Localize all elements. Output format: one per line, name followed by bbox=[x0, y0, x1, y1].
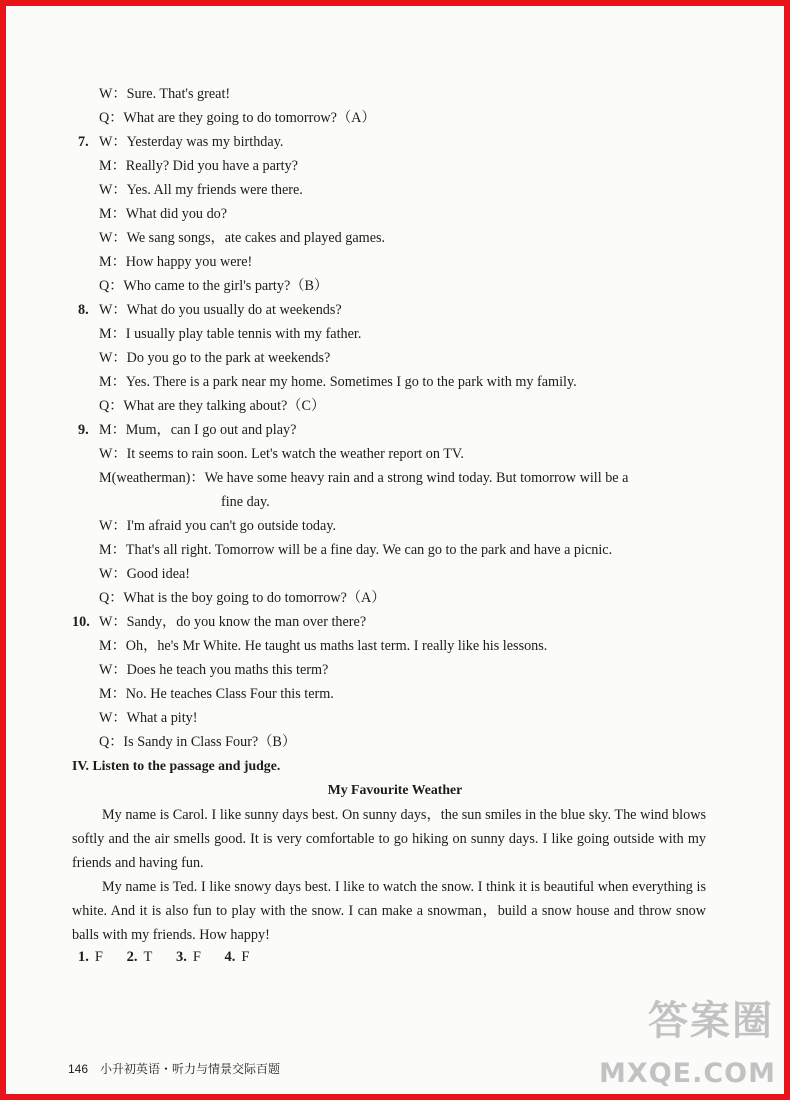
book-title: 小升初英语・听力与情景交际百题 bbox=[100, 1062, 281, 1076]
dialogue-8-line-1: W：What do you usually do at weekends? bbox=[99, 302, 342, 318]
watermark-logo bbox=[599, 998, 780, 1090]
dialogue-7-line-5: W：We sang songs，ate cakes and played games. bbox=[99, 230, 386, 246]
dialogue-10-line-4: M：No. He teaches Class Four this term. bbox=[99, 686, 334, 702]
dialogue-9-line-2: W：It seems to rain soon. Let's watch the weather report on TV. bbox=[99, 446, 464, 462]
answer-1-number: 1. bbox=[78, 949, 89, 965]
dialogue-7-question: Q：Who came to the girl's party?（B） bbox=[99, 278, 329, 294]
answer-list bbox=[78, 947, 269, 967]
dialogue-7-line-1: W：Yesterday was my birthday. bbox=[99, 134, 284, 150]
dialogue-8-line-3: W：Do you go to the park at weekends? bbox=[99, 350, 331, 366]
dialogue-9-line-3-cont: fine day. bbox=[221, 494, 270, 510]
dialogue-9-question: Q：What is the boy going to do tomorrow?（A） bbox=[99, 590, 386, 606]
answer-2-number: 2. bbox=[126, 949, 138, 965]
watermark-top-text: 答案圈 bbox=[648, 998, 774, 1044]
passage-title: My Favourite Weather bbox=[327, 782, 463, 797]
dialogue-8-line-2: M：I usually play table tennis with my father. bbox=[99, 326, 362, 342]
dialogue-8-number: 8. bbox=[78, 302, 89, 318]
dialogue-9-line-1: M：Mum，can I go out and play? bbox=[99, 422, 297, 438]
page-number: 146 bbox=[68, 1062, 89, 1076]
dialogue-9-line-3: M(weatherman)：We have some heavy rain and a strong wind today. But tomorrow will be a bbox=[99, 470, 629, 486]
dialogue-9-line-4: W：I'm afraid you can't go outside today. bbox=[99, 518, 337, 534]
dialogue-7-line-2: M：Really? Did you have a party? bbox=[99, 158, 298, 174]
dialogue-10-number: 10. bbox=[72, 614, 90, 630]
dialogue-9-line-6: W：Good idea! bbox=[99, 566, 191, 582]
dialogue-9-number: 9. bbox=[78, 422, 89, 438]
section-4-heading: IV. Listen to the passage and judge. bbox=[72, 758, 281, 773]
dialogue-7-line-4: M：What did you do? bbox=[99, 206, 228, 222]
dialogue-10-line-3: W：Does he teach you maths this term? bbox=[99, 662, 329, 678]
answer-2-value: T bbox=[143, 949, 153, 965]
document-page bbox=[6, 6, 784, 1094]
page-footer bbox=[68, 1061, 280, 1077]
answer-4-value: F bbox=[241, 949, 250, 965]
passage-paragraph-carol: My name is Carol. I like sunny days best. On sunny days，the sun smiles in the blue sky. The wind blows softly and the air smells good. It is very comfortable to go hiking on sunny days. I like going outside with my friends and having fun. bbox=[72, 807, 706, 871]
dialogue-7-line-6: M：How happy you were! bbox=[99, 254, 253, 270]
dialogue-9-line-5: M：That's all right. Tomorrow will be a fine day. We can go to the park and have a picnic. bbox=[99, 542, 613, 558]
answer-4-number: 4. bbox=[224, 949, 236, 965]
dialogue-10-line-1: W：Sandy，do you know the man over there? bbox=[99, 614, 367, 630]
dialogue-6-question: Q：What are they going to do tomorrow?（A） bbox=[99, 110, 376, 126]
answer-1-value: F bbox=[94, 949, 103, 965]
dialogue-6-line-1: W：Sure. That's great! bbox=[99, 86, 231, 102]
watermark-bottom-text: MXQE.COM bbox=[599, 1058, 776, 1089]
dialogue-8-line-4: M：Yes. There is a park near my home. Sometimes I go to the park with my family. bbox=[99, 374, 577, 390]
dialogue-7-number: 7. bbox=[78, 134, 89, 150]
dialogue-10-line-2: M：Oh，he's Mr White. He taught us maths last term. I really like his lessons. bbox=[99, 638, 548, 654]
dialogue-7-line-3: W：Yes. All my friends were there. bbox=[99, 182, 303, 198]
dialogue-8-question: Q：What are they talking about?（C） bbox=[99, 398, 326, 414]
dialogue-10-question: Q：Is Sandy in Class Four?（B） bbox=[99, 734, 297, 750]
dialogue-10-line-5: W：What a pity! bbox=[99, 710, 198, 726]
answer-3-number: 3. bbox=[175, 949, 187, 965]
passage-paragraph-ted: My name is Ted. I like snowy days best. I like to watch the snow. I think it is beautiful when everything is white. And it is also fun to play with the snow. I can make a snowman，build a snow house and throw snow balls with my friends. How happy! bbox=[72, 879, 706, 943]
answer-3-value: F bbox=[192, 949, 201, 965]
